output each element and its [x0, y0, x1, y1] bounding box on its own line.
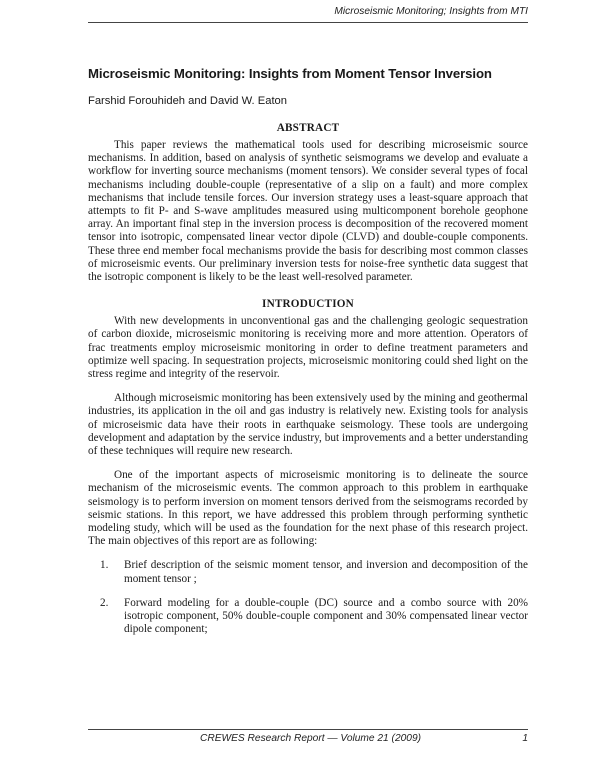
footer-rule	[88, 729, 528, 730]
list-item-text: Forward modeling for a double-couple (DC) source and a combo source with 20% isotropic component, 50% double-couple component and 30% compensated linear vector dipole component;	[124, 596, 528, 636]
list-item-number: 2.	[100, 596, 109, 609]
page-content	[88, 66, 528, 648]
objectives-list	[88, 559, 528, 636]
paper-authors: Farshid Forouhideh and David W. Eaton	[88, 95, 287, 107]
introduction-heading: INTRODUCTION	[262, 298, 354, 311]
abstract-text: This paper reviews the mathematical tools used for describing microseismic source mechanisms. In addition, based on analysis of synthetic seismograms we develop and evaluate a workflow for inverting source mechanisms (moment tensors). We consider several types of focal mechanisms including double-couple (representative of a slip on a fault) and more complex mechanisms that include tensile forces. Our inversion strategy uses a least-square approach that attempts to fit P- and S-wave amplitudes measured using multicomponent borehole geophone array. An important final step in the inversion process is decomposition of the recovered moment tensor into isotropic, compensated linear vector dipole (CLVD) and double-couple components. These three end member focal mechanisms provide the basis for describing most common classes of microseismic events. Our preliminary inversion tests for noise-free synthetic data suggest that the isotropic component is likely to be the least well-resolved parameter.	[88, 139, 528, 284]
list-item-number: 1.	[100, 559, 109, 572]
intro-paragraph: With new developments in unconventional gas and the challenging geologic sequestration of carbon dioxide, microseismic monitoring is receiving more and more attention. Operators of frac treatments employ microseismic monitoring in order to define treatment parameters and optimize well spacing. In sequestration projects, microseismic monitoring could shed light on the stress regime and integrity of the reservoir.	[88, 315, 528, 381]
page-number: 1	[522, 733, 528, 744]
intro-paragraph: One of the important aspects of microseismic monitoring is to delineate the source mechanism of the microseismic events. The common approach to this problem in earthquake seismology is to perform inversion on moment tensors derived from the seismograms recorded by seismic stations. In this report, we have addressed this problem through performing synthetic modeling study, which will be used as the foundation for the next phase of this research project. The main objectives of this report are as following:	[88, 469, 528, 548]
list-item-text: Brief description of the seismic moment tensor, and inversion and decomposition of the moment tensor ;	[124, 559, 528, 585]
intro-paragraph: Although microseismic monitoring has been extensively used by the mining and geothermal industries, its application in the oil and gas industry is relatively new. Existing tools for analysis of microseismic data have their roots in earthquake seismology. These tools are undergoing development and adaptation by the service industry, but improvements and a better understanding of these techniques will require new research.	[88, 392, 528, 458]
list-item	[88, 559, 528, 585]
list-item	[88, 597, 528, 637]
paper-title: Microseismic Monitoring: Insights from Moment Tensor Inversion	[88, 66, 492, 81]
running-head: Microseismic Monitoring; Insights from MTI	[334, 6, 528, 17]
footer-report: CREWES Research Report — Volume 21 (2009)	[200, 733, 422, 744]
abstract-heading: ABSTRACT	[276, 122, 340, 134]
header-rule	[88, 22, 528, 23]
